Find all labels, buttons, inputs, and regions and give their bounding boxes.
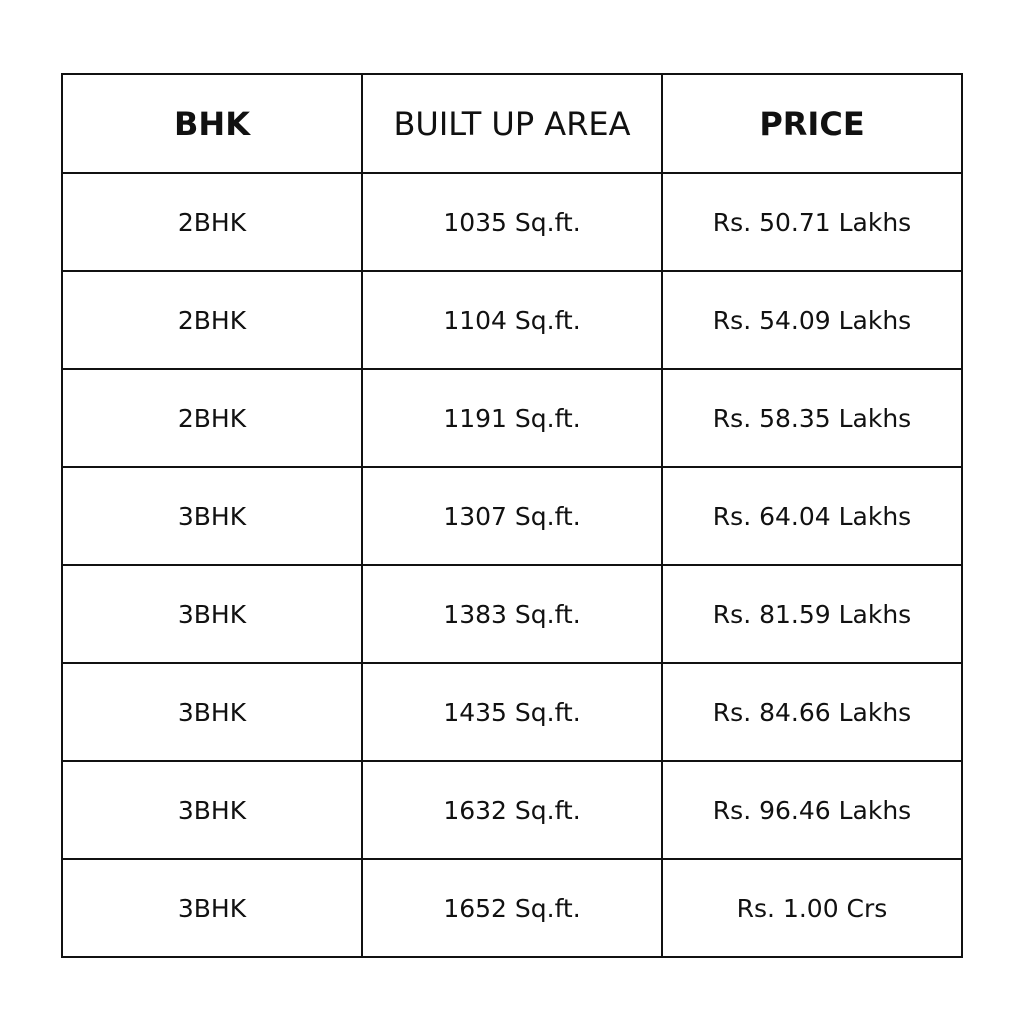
price-cell: Rs. 96.46 Lakhs (662, 761, 962, 859)
bhk-cell: 2BHK (62, 369, 362, 467)
header-row (62, 74, 962, 173)
price-cell: Rs. 50.71 Lakhs (662, 173, 962, 271)
bhk-cell: 2BHK (62, 271, 362, 369)
area-cell: 1191 Sq.ft. (362, 369, 662, 467)
table-row (62, 859, 962, 957)
bhk-cell: 3BHK (62, 565, 362, 663)
bhk-cell: 3BHK (62, 761, 362, 859)
area-cell: 1383 Sq.ft. (362, 565, 662, 663)
bhk-cell: 2BHK (62, 173, 362, 271)
area-cell: 1435 Sq.ft. (362, 663, 662, 761)
table-row (62, 173, 962, 271)
bhk-cell: 3BHK (62, 663, 362, 761)
price-cell: Rs. 54.09 Lakhs (662, 271, 962, 369)
area-cell: 1035 Sq.ft. (362, 173, 662, 271)
area-cell: 1307 Sq.ft. (362, 467, 662, 565)
area-cell: 1632 Sq.ft. (362, 761, 662, 859)
price-cell: Rs. 81.59 Lakhs (662, 565, 962, 663)
table-row (62, 467, 962, 565)
price-cell: Rs. 64.04 Lakhs (662, 467, 962, 565)
table-row (62, 369, 962, 467)
area-cell: 1652 Sq.ft. (362, 859, 662, 957)
table-row (62, 663, 962, 761)
header-bhk: BHK (62, 74, 362, 173)
table-row (62, 761, 962, 859)
price-table (61, 73, 963, 958)
area-cell: 1104 Sq.ft. (362, 271, 662, 369)
bhk-cell: 3BHK (62, 859, 362, 957)
table-row (62, 565, 962, 663)
price-cell: Rs. 58.35 Lakhs (662, 369, 962, 467)
price-cell: Rs. 84.66 Lakhs (662, 663, 962, 761)
header-price: PRICE (662, 74, 962, 173)
table-row (62, 271, 962, 369)
header-built-up-area: BUILT UP AREA (362, 74, 662, 173)
bhk-cell: 3BHK (62, 467, 362, 565)
price-cell: Rs. 1.00 Crs (662, 859, 962, 957)
